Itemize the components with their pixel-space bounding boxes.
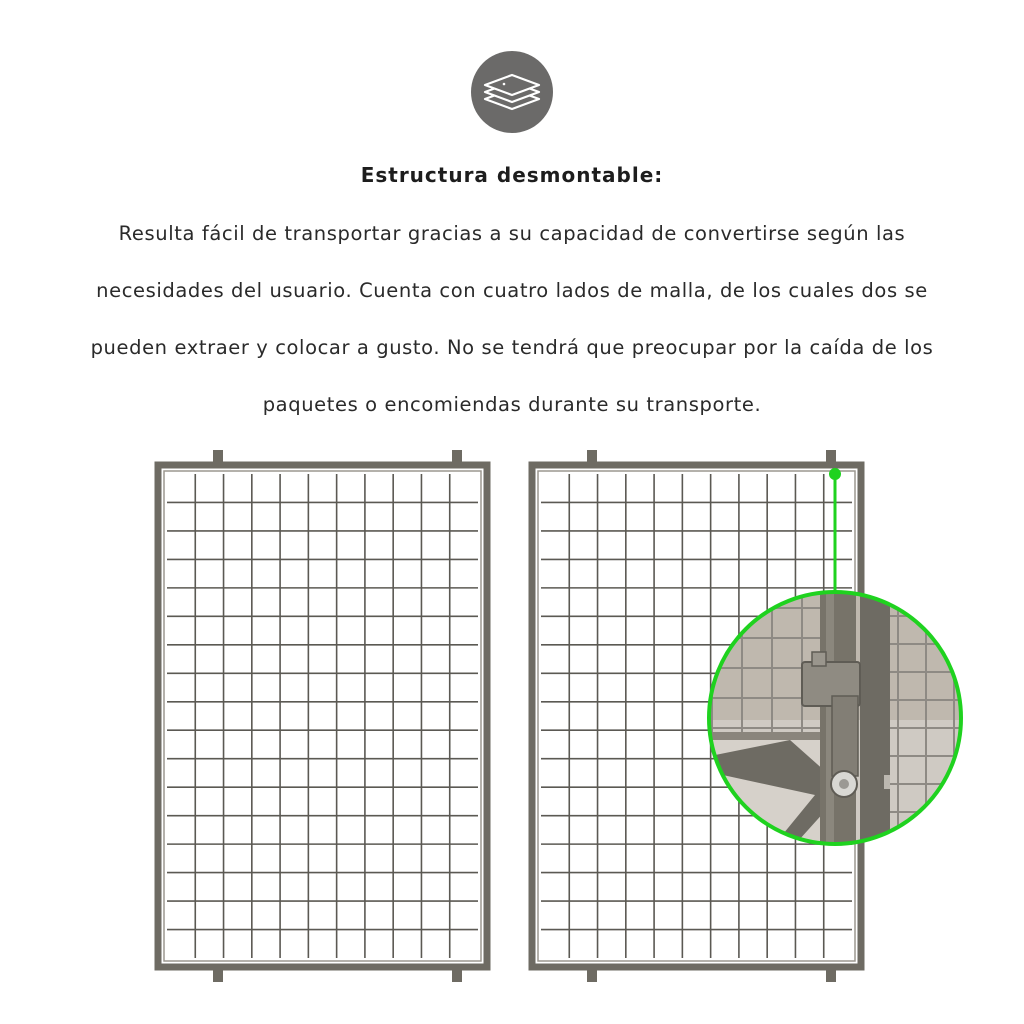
description-line: pueden extraer y colocar a gusto. No se tendrá que preocupar por la caída de los (90, 336, 934, 359)
hinge-detail-zoom (700, 590, 970, 850)
left-mesh-panel (158, 450, 487, 982)
feature-title: Estructura desmontable: (360, 163, 664, 187)
feature-description (40, 205, 984, 433)
description-line: Resulta fácil de transportar gracias a su capacidad de convertirse según las (118, 222, 906, 245)
mesh-panels-illustration (0, 440, 1024, 1000)
panel-frame (158, 465, 487, 967)
panel-inner-frame (164, 471, 481, 961)
description-line: paquetes o encomiendas durante su transporte. (262, 393, 762, 416)
callout-dot (829, 468, 841, 480)
layers-icon (471, 51, 553, 133)
description-line: necesidades del usuario. Cuenta con cuatro lados de malla, de los cuales dos se (96, 279, 928, 302)
wire-mesh (167, 474, 478, 958)
